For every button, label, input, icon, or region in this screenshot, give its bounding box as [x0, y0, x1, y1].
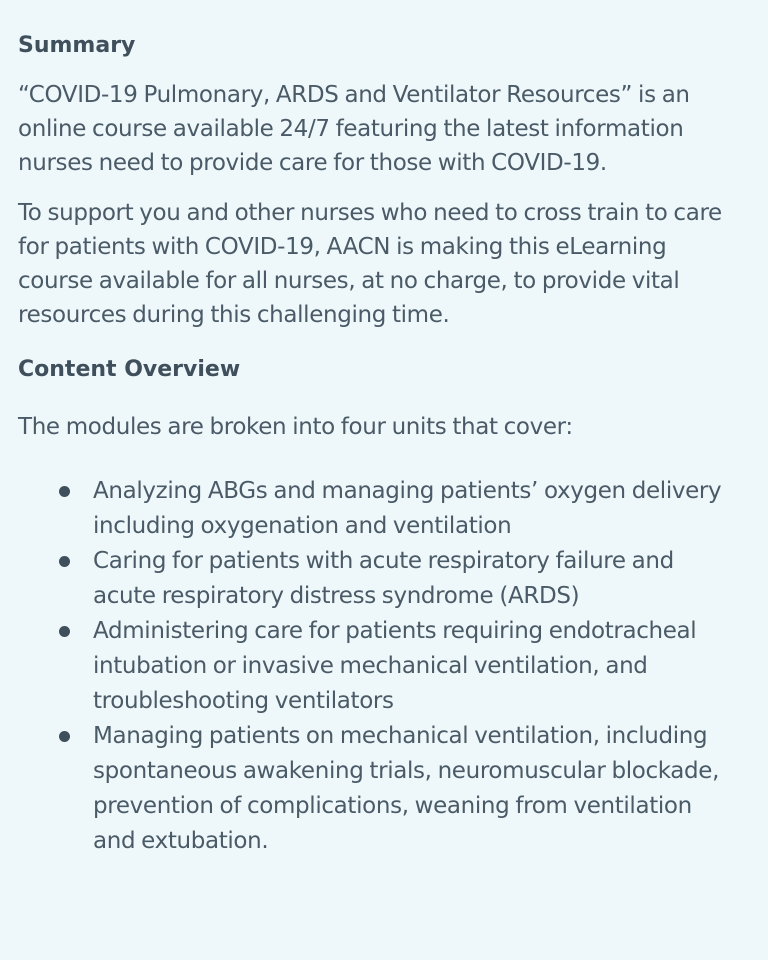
unit-text: Administering care for patients requiring endotracheal intubation or invasive mechanical ventilation, and troubleshooting ventilators	[93, 618, 697, 714]
unit-list-item	[18, 719, 740, 859]
bullet-icon	[59, 556, 70, 567]
unit-text: Managing patients on mechanical ventilation, including spontaneous awakening trials, neuromuscular blockade, prevention of complications, weaning from ventilation and extubation.	[93, 723, 720, 854]
unit-list-item	[18, 474, 740, 544]
unit-list	[18, 474, 740, 859]
bullet-icon	[59, 486, 70, 497]
summary-heading: Summary	[18, 33, 136, 58]
unit-text: Caring for patients with acute respiratory failure and acute respiratory distress syndrome (ARDS)	[93, 548, 674, 609]
bullet-icon	[59, 731, 70, 742]
unit-list-item	[18, 614, 740, 719]
unit-text: Analyzing ABGs and managing patients’ oxygen delivery including oxygenation and ventilation	[93, 478, 722, 539]
summary-paragraph-1: “COVID-19 Pulmonary, ARDS and Ventilator Resources” is an online course available 24/7 featuring the latest information nurses need to provide care for those with COVID-19.	[18, 82, 690, 176]
unit-list-item	[18, 544, 740, 614]
content-overview-heading: Content Overview	[18, 357, 241, 382]
bullet-icon	[59, 626, 70, 637]
summary-paragraph-2: To support you and other nurses who need to cross train to care for patients with COVID-19, AACN is making this eLearning course available for all nurses, at no charge, to provide vital resources during this challenging time.	[18, 200, 722, 328]
content-overview-intro: The modules are broken into four units that cover:	[18, 414, 573, 440]
